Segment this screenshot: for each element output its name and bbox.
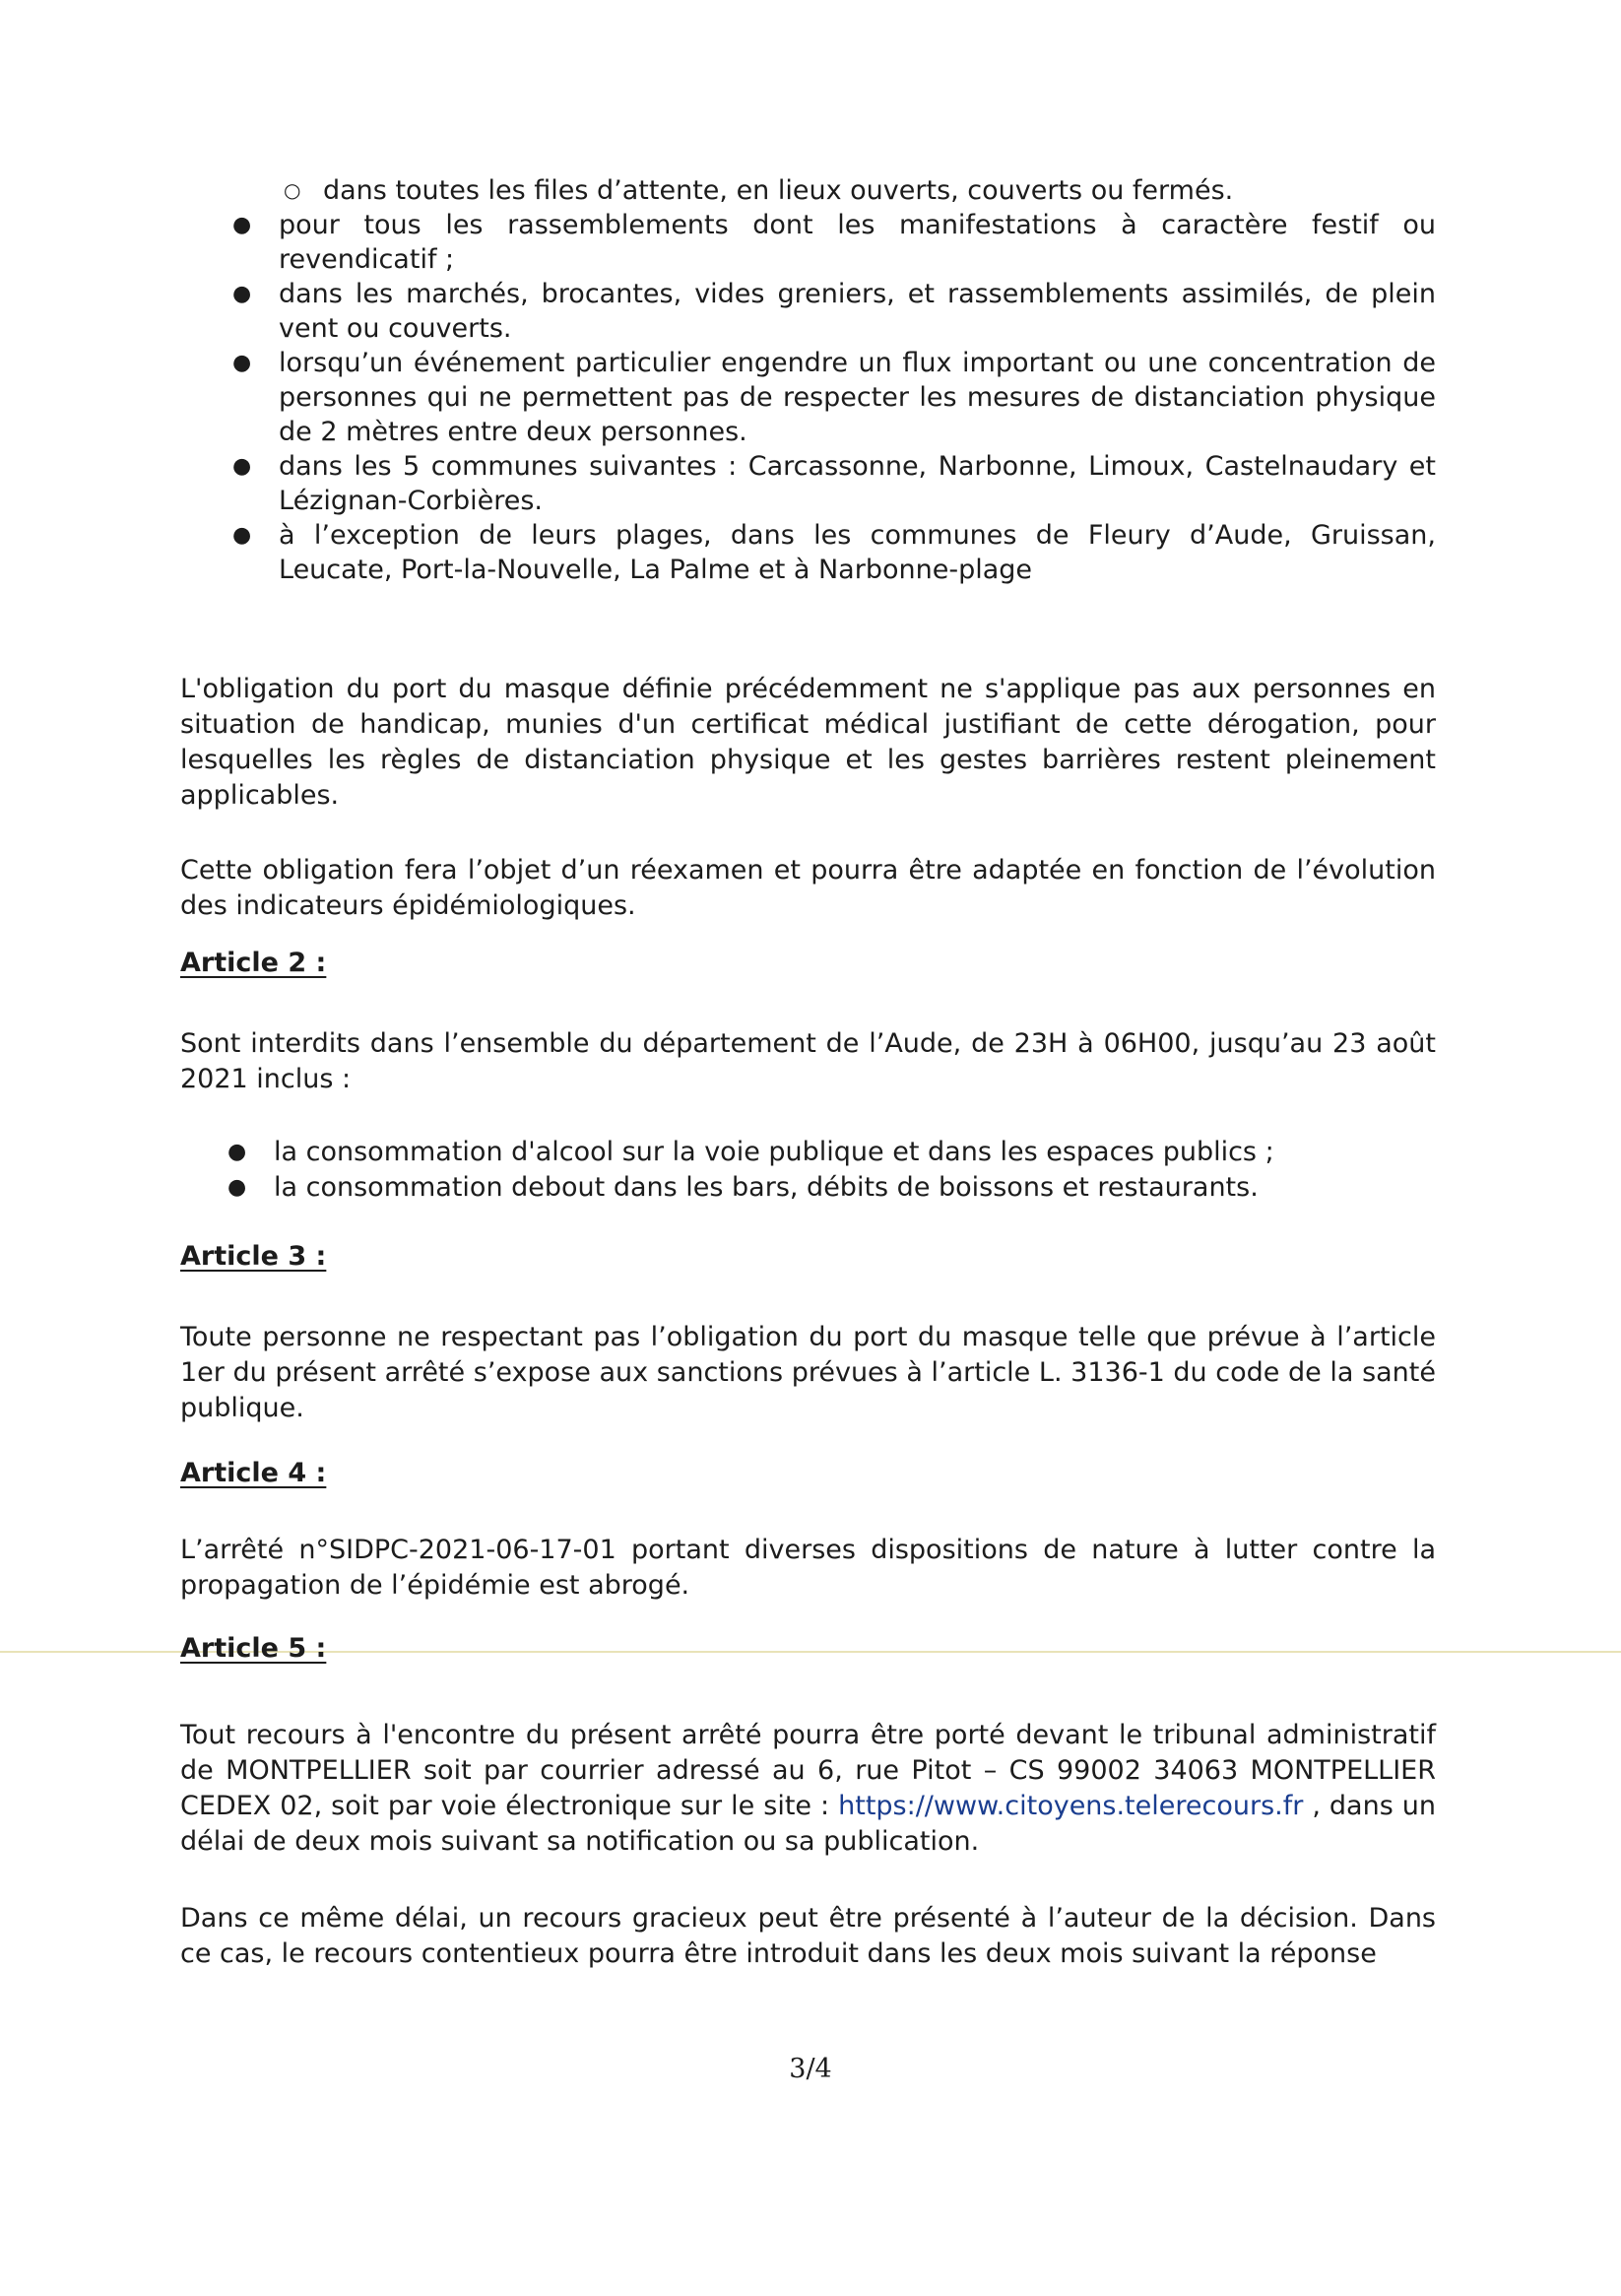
list-item — [180, 277, 1436, 346]
list-item-text: la consommation d'alcool sur la voie publique et dans les espaces publics ; — [274, 1137, 1274, 1167]
bullet-icon: ● — [232, 213, 252, 237]
review-paragraph: Cette obligation fera l’objet d’un réexamen et pourra être adaptée en fonction de l’évolution des indicateurs épidémiologiques. — [180, 855, 1436, 921]
article-2-list — [180, 1135, 1436, 1206]
bullet-icon: ● — [232, 454, 252, 479]
article-5-text-part: , dans un délai de deux mois suivant sa notification ou sa publication. — [180, 1791, 1436, 1857]
article-3-heading: Article 3 : — [180, 1241, 327, 1272]
mask-obligation-list — [180, 173, 1436, 587]
list-item-text: la consommation debout dans les bars, débits de boissons et restaurants. — [274, 1172, 1259, 1203]
exemption-paragraph: L'obligation du port du masque définie précédemment ne s'applique pas aux personnes en situation de handicap, munies d'un certificat médical justifiant de cette dérogation, pour lesquelles les règles de distanciation physique et les gestes barrières restent pleinement applicables. — [180, 674, 1436, 811]
list-item — [180, 449, 1436, 518]
list-item — [180, 208, 1436, 277]
list-item — [180, 1170, 1436, 1206]
list-item-text: dans les marchés, brocantes, vides greniers, et rassemblements assimilés, de plein vent ou couverts. — [279, 279, 1436, 344]
list-item — [180, 346, 1436, 449]
list-item-text: dans les 5 communes suivantes : Carcassonne, Narbonne, Limoux, Castelnaudary et Lézignan-Corbières. — [279, 451, 1436, 516]
page-number: 3/4 — [789, 2054, 832, 2084]
bullet-icon: ● — [232, 282, 252, 306]
article-4-heading: Article 4 : — [180, 1458, 327, 1488]
list-item — [180, 518, 1436, 587]
list-item-text: lorsqu’un événement particulier engendre un flux important ou une concentration de personnes qui ne permettent pas de respecter les mesures de distanciation physique de 2 mètres entre deux personnes. — [279, 348, 1436, 447]
list-item — [180, 1135, 1436, 1170]
bullet-icon: ● — [227, 1175, 247, 1200]
article-4-text: L’arrêté n°SIDPC-2021-06-17-01 portant diverses dispositions de nature à lutter contre la propagation de l’épidémie est abrogé. — [180, 1535, 1436, 1601]
article-5-heading: Article 5 : — [180, 1633, 327, 1664]
list-item-text: à l’exception de leurs plages, dans les communes de Fleury d’Aude, Gruissan, Leucate, Port-la-Nouvelle, La Palme et à Narbonne-plage — [279, 520, 1436, 585]
article-3-text: Toute personne ne respectant pas l’obligation du port du masque telle que prévue à l’article 1er du présent arrêté s’expose aux sanctions prévues à l’article L. 3136-1 du code de la santé publique. — [180, 1322, 1436, 1423]
hollow-bullet-icon: ○ — [284, 178, 301, 202]
article-5-text — [180, 1718, 1436, 1860]
telerecours-link[interactable]: https://www.citoyens.telerecours.fr — [838, 1791, 1304, 1821]
list-item-text: dans toutes les files d’attente, en lieux ouverts, couverts ou fermés. — [323, 175, 1234, 206]
article-2-intro: Sont interdits dans l’ensemble du département de l’Aude, de 23H à 06H00, jusqu’au 23 août 2021 inclus : — [180, 1028, 1436, 1094]
bullet-icon: ● — [232, 351, 252, 375]
article-2-heading: Article 2 : — [180, 948, 327, 978]
article-5-text-2: Dans ce même délai, un recours gracieux peut être présenté à l’auteur de la décision. Dans ce cas, le recours contentieux pourra être introduit dans les deux mois suivant la réponse — [180, 1903, 1436, 1969]
list-item — [180, 173, 1436, 208]
bullet-icon: ● — [227, 1140, 247, 1164]
article-5-text-part: Tout recours à l'encontre du présent arrêté pourra être porté devant le tribunal administratif de MONTPELLIER soit par courrier adressé au 6, rue Pitot – CS 99002 34063 MONTPELLIER CEDEX 02, soit par voie électronique sur le site : — [180, 1720, 1436, 1821]
bullet-icon: ● — [232, 523, 252, 548]
list-item-text: pour tous les rassemblements dont les manifestations à caractère festif ou revendicatif ; — [279, 210, 1436, 275]
